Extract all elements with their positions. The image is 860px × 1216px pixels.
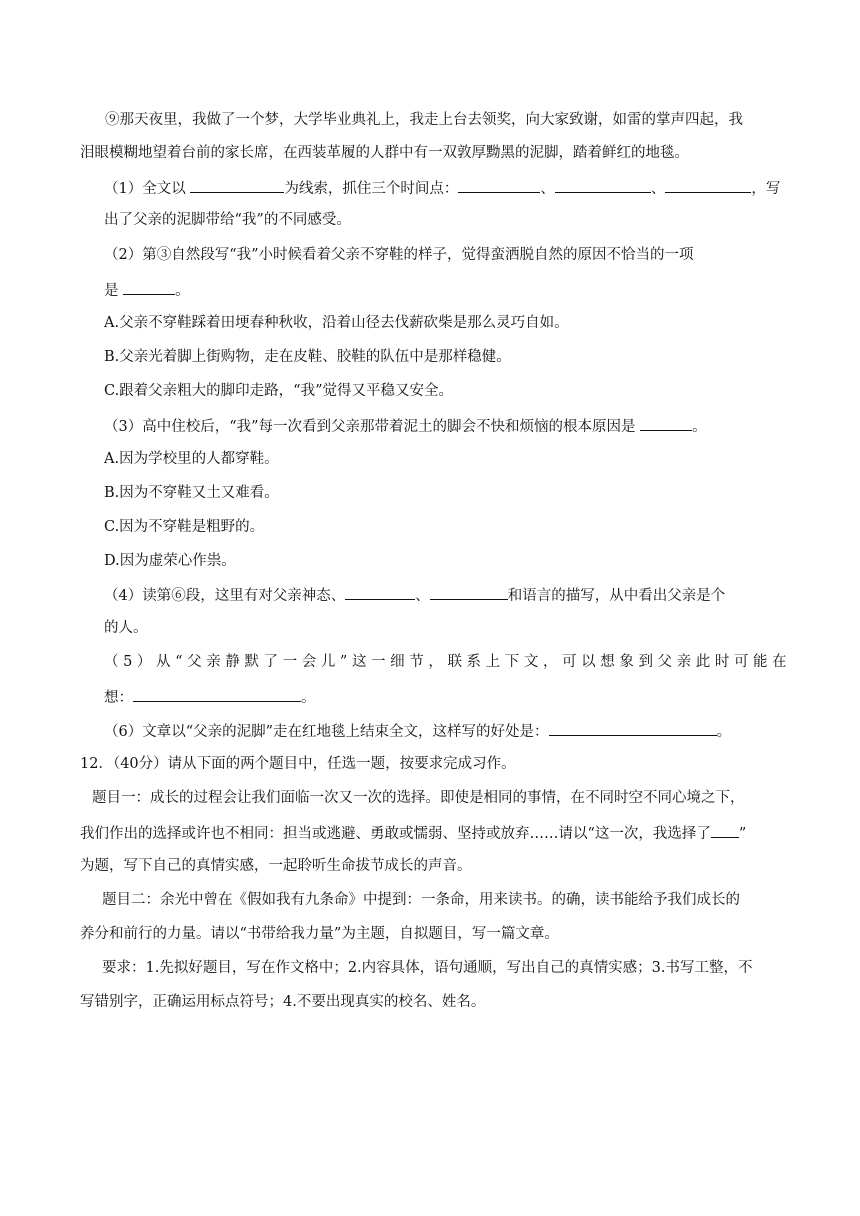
question-3-suffix: 。 [692, 419, 707, 435]
topic-1-suffix: ” [738, 826, 747, 842]
answer-blank [711, 822, 739, 838]
separator: 、 [540, 181, 555, 197]
topic-2-line-2: 养分和前行的力量。请以“书带给我力量”为主题，自拟题目，写一篇文章。 [80, 926, 559, 942]
answer-blank [190, 177, 284, 193]
question-12-heading: 12．（40分）请从下面的两个题目中，任选一题，按要求完成习作。 [80, 756, 516, 772]
question-5-suffix: 。 [301, 690, 316, 706]
question-1-mid: 为线索，抓住三个时间点： [284, 181, 459, 197]
question-3-prefix: （3）高中住校后，“我”每一次看到父亲那带着泥土的脚会不快和烦恼的根本原因是 [104, 419, 641, 435]
answer-blank [549, 720, 717, 736]
question-4-line-2: 的人。 [104, 620, 148, 636]
question-6-suffix: 。 [716, 724, 732, 740]
question-5-prefix: 想： [104, 690, 133, 706]
answer-blank [665, 177, 751, 193]
answer-blank [555, 177, 651, 193]
answer-blank [133, 686, 301, 702]
requirements-line-2: 写错别字，正确运用标点符号；4.不要出现真实的校名、姓名。 [80, 994, 486, 1010]
question-4-suffix: 和语言的描写，从中看出父亲是个 [507, 588, 726, 604]
answer-blank [430, 584, 508, 600]
question-2-suffix: 。 [175, 283, 190, 299]
question-1-prefix: （1）全文以 [104, 181, 191, 197]
question-1-line-2: 出了父亲的泥脚带给“我”的不同感受。 [104, 212, 351, 228]
question-2-line-2 [104, 279, 190, 301]
question-3-line-1 [104, 415, 707, 437]
requirements-line-1: 要求：1.先拟好题目，写在作文格中；2.内容具体，语句通顺，写出自己的真情实感；3.书写工整，不 [102, 960, 753, 976]
topic-1-line-3: 为题，写下自己的真情实感，一起聆听生命拔节成长的声音。 [80, 858, 472, 874]
question-3-option-c: C.因为不穿鞋是粗野的。 [104, 519, 265, 535]
question-3-option-a: A.因为学校里的人都穿鞋。 [104, 451, 279, 467]
question-3-option-b: B.因为不穿鞋又土又难看。 [104, 485, 279, 501]
topic-2-line-1: 题目二：余光中曾在《假如我有九条命》中提到：一条命，用来读书。的确，读书能给予我们成长的 [102, 892, 740, 908]
question-2-line-1: （2）第③自然段写“我”小时候看着父亲不穿鞋的样子，觉得蛮洒脱自然的原因不恰当的一项 [104, 247, 694, 263]
answer-blank [345, 584, 415, 600]
topic-1-line-1: 题目一：成长的过程会让我们面临一次又一次的选择。即使是相同的事情，在不同时空不同心境之下， [92, 790, 745, 806]
question-1-line-1 [104, 177, 780, 199]
question-5-line-1: （5）从“父亲静默了一会儿”这一细节，联系上下文，可以想象到父亲此时可能在 [104, 654, 792, 670]
question-2-option-c: C.跟着父亲粗大的脚印走路，“我”觉得又平稳又安全。 [104, 383, 454, 399]
answer-blank [640, 415, 692, 431]
answer-blank [458, 177, 540, 193]
question-5-line-2 [104, 686, 316, 708]
paragraph-9-line-1: ⑨那天夜里，我做了一个梦，大学毕业典礼上，我走上台去领奖，向大家致谢，如雷的掌声四起，我 [105, 112, 743, 128]
question-6-line-1 [104, 720, 731, 742]
question-2-prefix: 是 [104, 283, 124, 299]
question-1-suffix: ，写 [751, 181, 781, 197]
question-2-option-a: A.父亲不穿鞋踩着田埂春种秋收，沿着山径去伐薪砍柴是那么灵巧自如。 [104, 315, 569, 331]
answer-blank [123, 279, 175, 295]
question-2-option-b: B.父亲光着脚上街购物，走在皮鞋、胶鞋的队伍中是那样稳健。 [104, 349, 511, 365]
question-6-prefix: （6）文章以“父亲的泥脚”走在红地毯上结束全文，这样写的好处是： [104, 724, 549, 740]
separator: 、 [415, 588, 430, 604]
question-3-option-d: D.因为虚荣心作祟。 [104, 553, 236, 569]
topic-1-prefix: 我们作出的选择或许也不相同：担当或逃避、勇敢或懦弱、坚持或放弃……请以“这一次，我选择了 [80, 826, 711, 842]
paragraph-9-line-2: 泪眼模糊地望着台前的家长席，在西装革履的人群中有一双敦厚黝黑的泥脚，踏着鲜红的地毯。 [80, 145, 689, 161]
question-4-prefix: （4）读第⑥段，这里有对父亲神态、 [104, 588, 346, 604]
separator: 、 [650, 181, 666, 197]
topic-1-line-2 [80, 822, 746, 844]
question-4-line-1 [104, 584, 725, 606]
